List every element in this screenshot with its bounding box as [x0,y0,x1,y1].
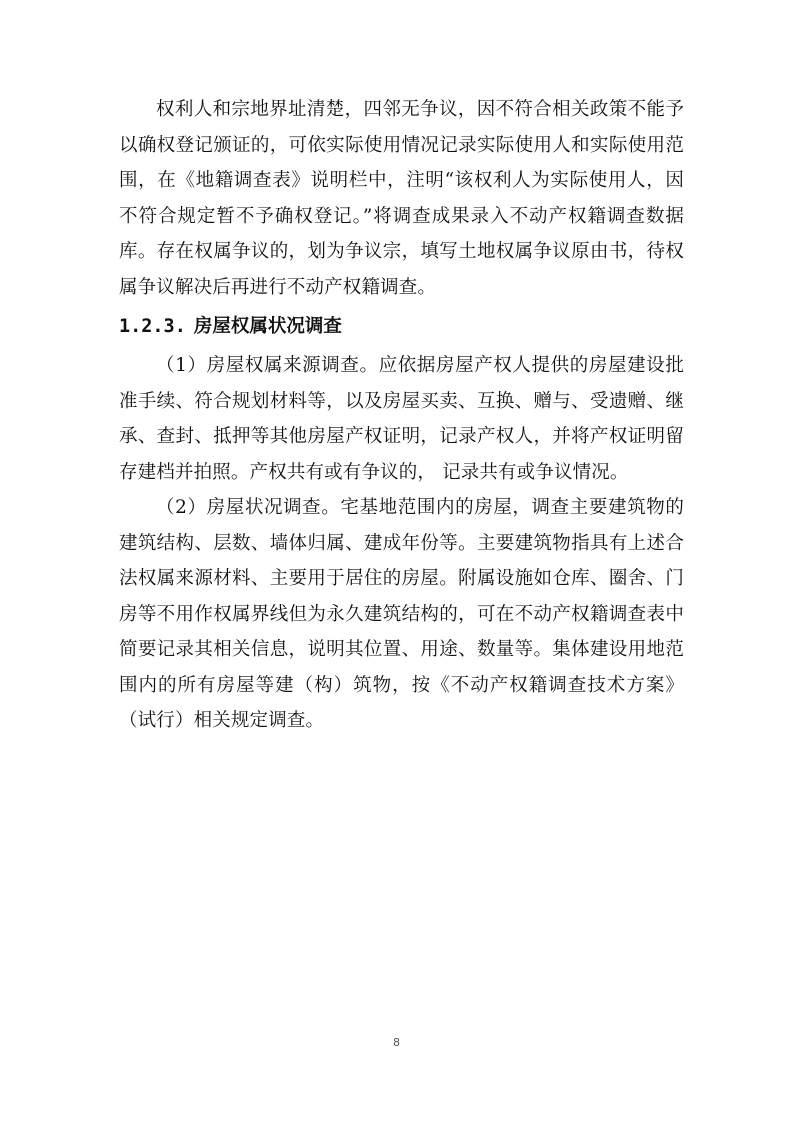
paragraph-house-status: （2）房屋状况调查。宅基地范围内的房屋，调查主要建筑物的建筑结构、层数、墙体归属、建成年份等。主要建筑物指具有上述合法权属来源材料、主要用于居住的房屋。附属设施如仓库、圈舍、门房等不用作权属界线但为永久建筑结构的，可在不动产权籍调查表中简要记录其相关信息，说明其位置、用途、数量等。集体建设用地范围内的所有房屋等建（构）筑物，按《不动产权籍调查技术方案》（试行）相关规定调查。 [119,497,684,731]
paragraph-ownership-source: （1）房屋权属来源调查。应依据房屋产权人提供的房屋建设批准手续、符合规划材料等，以及房屋买卖、互换、赠与、受遗赠、继承、查封、抵押等其他房屋产权证明，记录产权人，并将产权证明留存建档并拍照。产权共有或有争议的， 记录共有或争议情况。 [119,355,684,483]
section-title: 房屋权属状况调查 [193,316,342,337]
page-content [119,92,684,739]
paragraph-ownership-boundary: 权利人和宗地界址清楚，四邻无争议，因不符合相关政策不能予以确权登记颁证的，可依实际使用情况记录实际使用人和实际使用范围，在《地籍调查表》说明栏中，注明“该权利人为实际使用人，因不符合规定暂不予确权登记。”将调查成果录入不动产权籍调查数据库。存在权属争议的，划为争议宗，填写土地权属争议原由书，待权属争议解决后再进行不动产权籍调查。 [119,99,684,298]
section-heading [119,309,684,345]
page-number: 8 [393,1036,400,1049]
section-number: 1.2.3. [119,316,186,337]
